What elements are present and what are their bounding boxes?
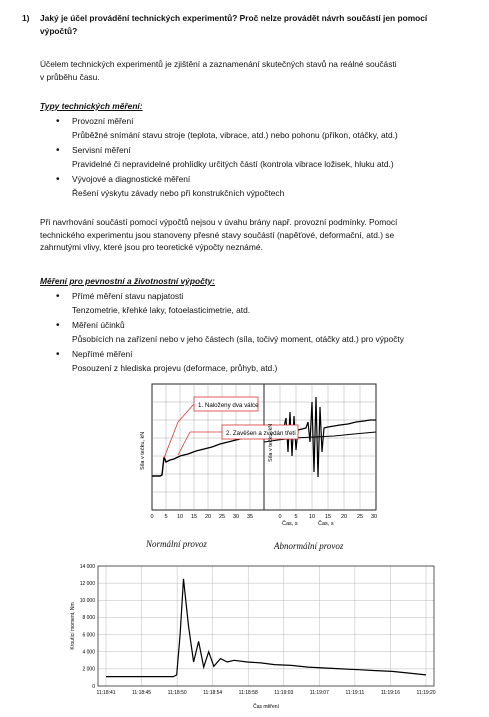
chart-plot-area: [98, 566, 434, 686]
x-tick-label: 11:19:20: [416, 690, 436, 696]
svg-text:25: 25: [218, 514, 226, 520]
svg-text:35: 35: [246, 514, 254, 520]
question-number: 1): [22, 13, 30, 23]
svg-text:30: 30: [232, 514, 240, 520]
svg-text:15: 15: [324, 514, 332, 520]
y-tick-label: 0: [92, 683, 95, 690]
svg-text:20: 20: [340, 514, 348, 520]
types-heading: Typy technických měření:: [40, 101, 143, 111]
caption-normal: Normální provoz: [146, 539, 207, 549]
left-ylabel: Síla v tečku, kN: [140, 431, 146, 470]
chart-ylabel: Kroutící moment, Nm: [70, 602, 76, 650]
svg-text:20: 20: [204, 514, 212, 520]
annotation-1: 1. Naloženy dva válce: [198, 402, 259, 409]
x-ticks: [96, 690, 435, 696]
y-tick-label: 12 000: [79, 580, 95, 587]
y-tick-label: 8 000: [82, 615, 95, 622]
left-xticks: [150, 514, 253, 520]
svg-text:15: 15: [190, 514, 198, 520]
list-item-desc: Řešení výskytu závady nebo při konstrukčních výpočtech: [72, 188, 285, 198]
svg-text:10: 10: [308, 514, 316, 520]
list-item-desc: Posouzení z hlediska projevu (deformace, průhyb, atd.): [72, 363, 278, 373]
list-item-desc: Průběžné snímání stavu stroje (teplota, vibrace, atd.) nebo pohonu (příkon, otáčky, atd.): [72, 130, 398, 140]
svg-text:30: 30: [370, 514, 378, 520]
design-paragraph: Při navrhování součástí pomocí výpočtů nejsou v úvahu brány např. provozní podmínky. Pomocí technického experimentu jsou stanoveny přesné stavy součástí (napěťové, deformační, atd.) se zahrnutými vlivy, které jsou pro teoretické výpočty neznámé.: [40, 217, 398, 253]
svg-text:10: 10: [176, 514, 184, 520]
x-tick-label: 11:18:58: [238, 690, 258, 696]
y-ticks: [80, 564, 96, 690]
x-tick-label: 11:19:11: [345, 690, 365, 696]
question-line-1: Jaký je účel provádění technických experimentů? Proč nelze provádět návrh součástí jen pomocí: [40, 13, 428, 23]
question-line-2: výpočtů?: [40, 25, 78, 36]
x-tick-label: 11:18:41: [96, 690, 116, 696]
strength-heading: Měření pro pevnostní a životnostní výpočty:: [40, 276, 215, 286]
caption-abnormal: Abnormální provoz: [274, 541, 344, 551]
annotation-2: 2. Zavěšen a zvedán třetí: [226, 430, 296, 437]
right-xlabel: Čas, s: [318, 521, 334, 527]
list-item-desc: Pravidelné či nepravidelné prohlídky určitých částí (kontrola vibrace ložisek, hluku atd.): [72, 159, 394, 169]
y-tick-label: 10 000: [79, 598, 95, 605]
x-tick-label: 11:18:45: [132, 690, 152, 696]
svg-text:0: 0: [278, 514, 282, 520]
torque-chart: [66, 560, 438, 712]
svg-text:25: 25: [356, 514, 364, 520]
y-tick-label: 14 000: [79, 563, 95, 570]
x-tick-label: 11:19:03: [274, 690, 294, 696]
chart-series: [106, 579, 426, 677]
torque-series-line: [106, 579, 426, 677]
y-tick-label: 2 000: [82, 666, 95, 673]
intro-paragraph: Účelem technických experimentů je zjištění a zaznamenání skutečných stavů na reálné součásti v průběhu času.: [40, 59, 397, 82]
x-tick-label: 11:19:07: [309, 690, 329, 696]
left-xlabel: Čas, s: [282, 521, 298, 527]
svg-text:5: 5: [294, 514, 298, 520]
right-xticks: [278, 514, 377, 520]
svg-text:0: 0: [150, 514, 154, 520]
right-plot-frame: [264, 384, 376, 510]
x-tick-label: 11:19:16: [380, 690, 400, 696]
x-tick-label: 11:18:54: [203, 690, 223, 696]
y-tick-label: 6 000: [82, 632, 95, 639]
chart-xlabel: Čas měření: [253, 704, 279, 710]
x-tick-label: 11:18:50: [167, 690, 187, 696]
top-figure: [118, 382, 380, 527]
right-ylabel: Síla v tečku, kN: [268, 423, 274, 462]
list-item-desc: Tenzometrie, křehké laky, fotoelasticimetrie, atd.: [72, 305, 251, 315]
list-item-desc: Působících na zařízení nebo v jeho částech (síla, točivý moment, otáčky atd.) pro výpočty: [72, 334, 404, 344]
chart-grid: [98, 566, 434, 686]
svg-text:5: 5: [164, 514, 168, 520]
y-tick-label: 4 000: [82, 649, 95, 656]
